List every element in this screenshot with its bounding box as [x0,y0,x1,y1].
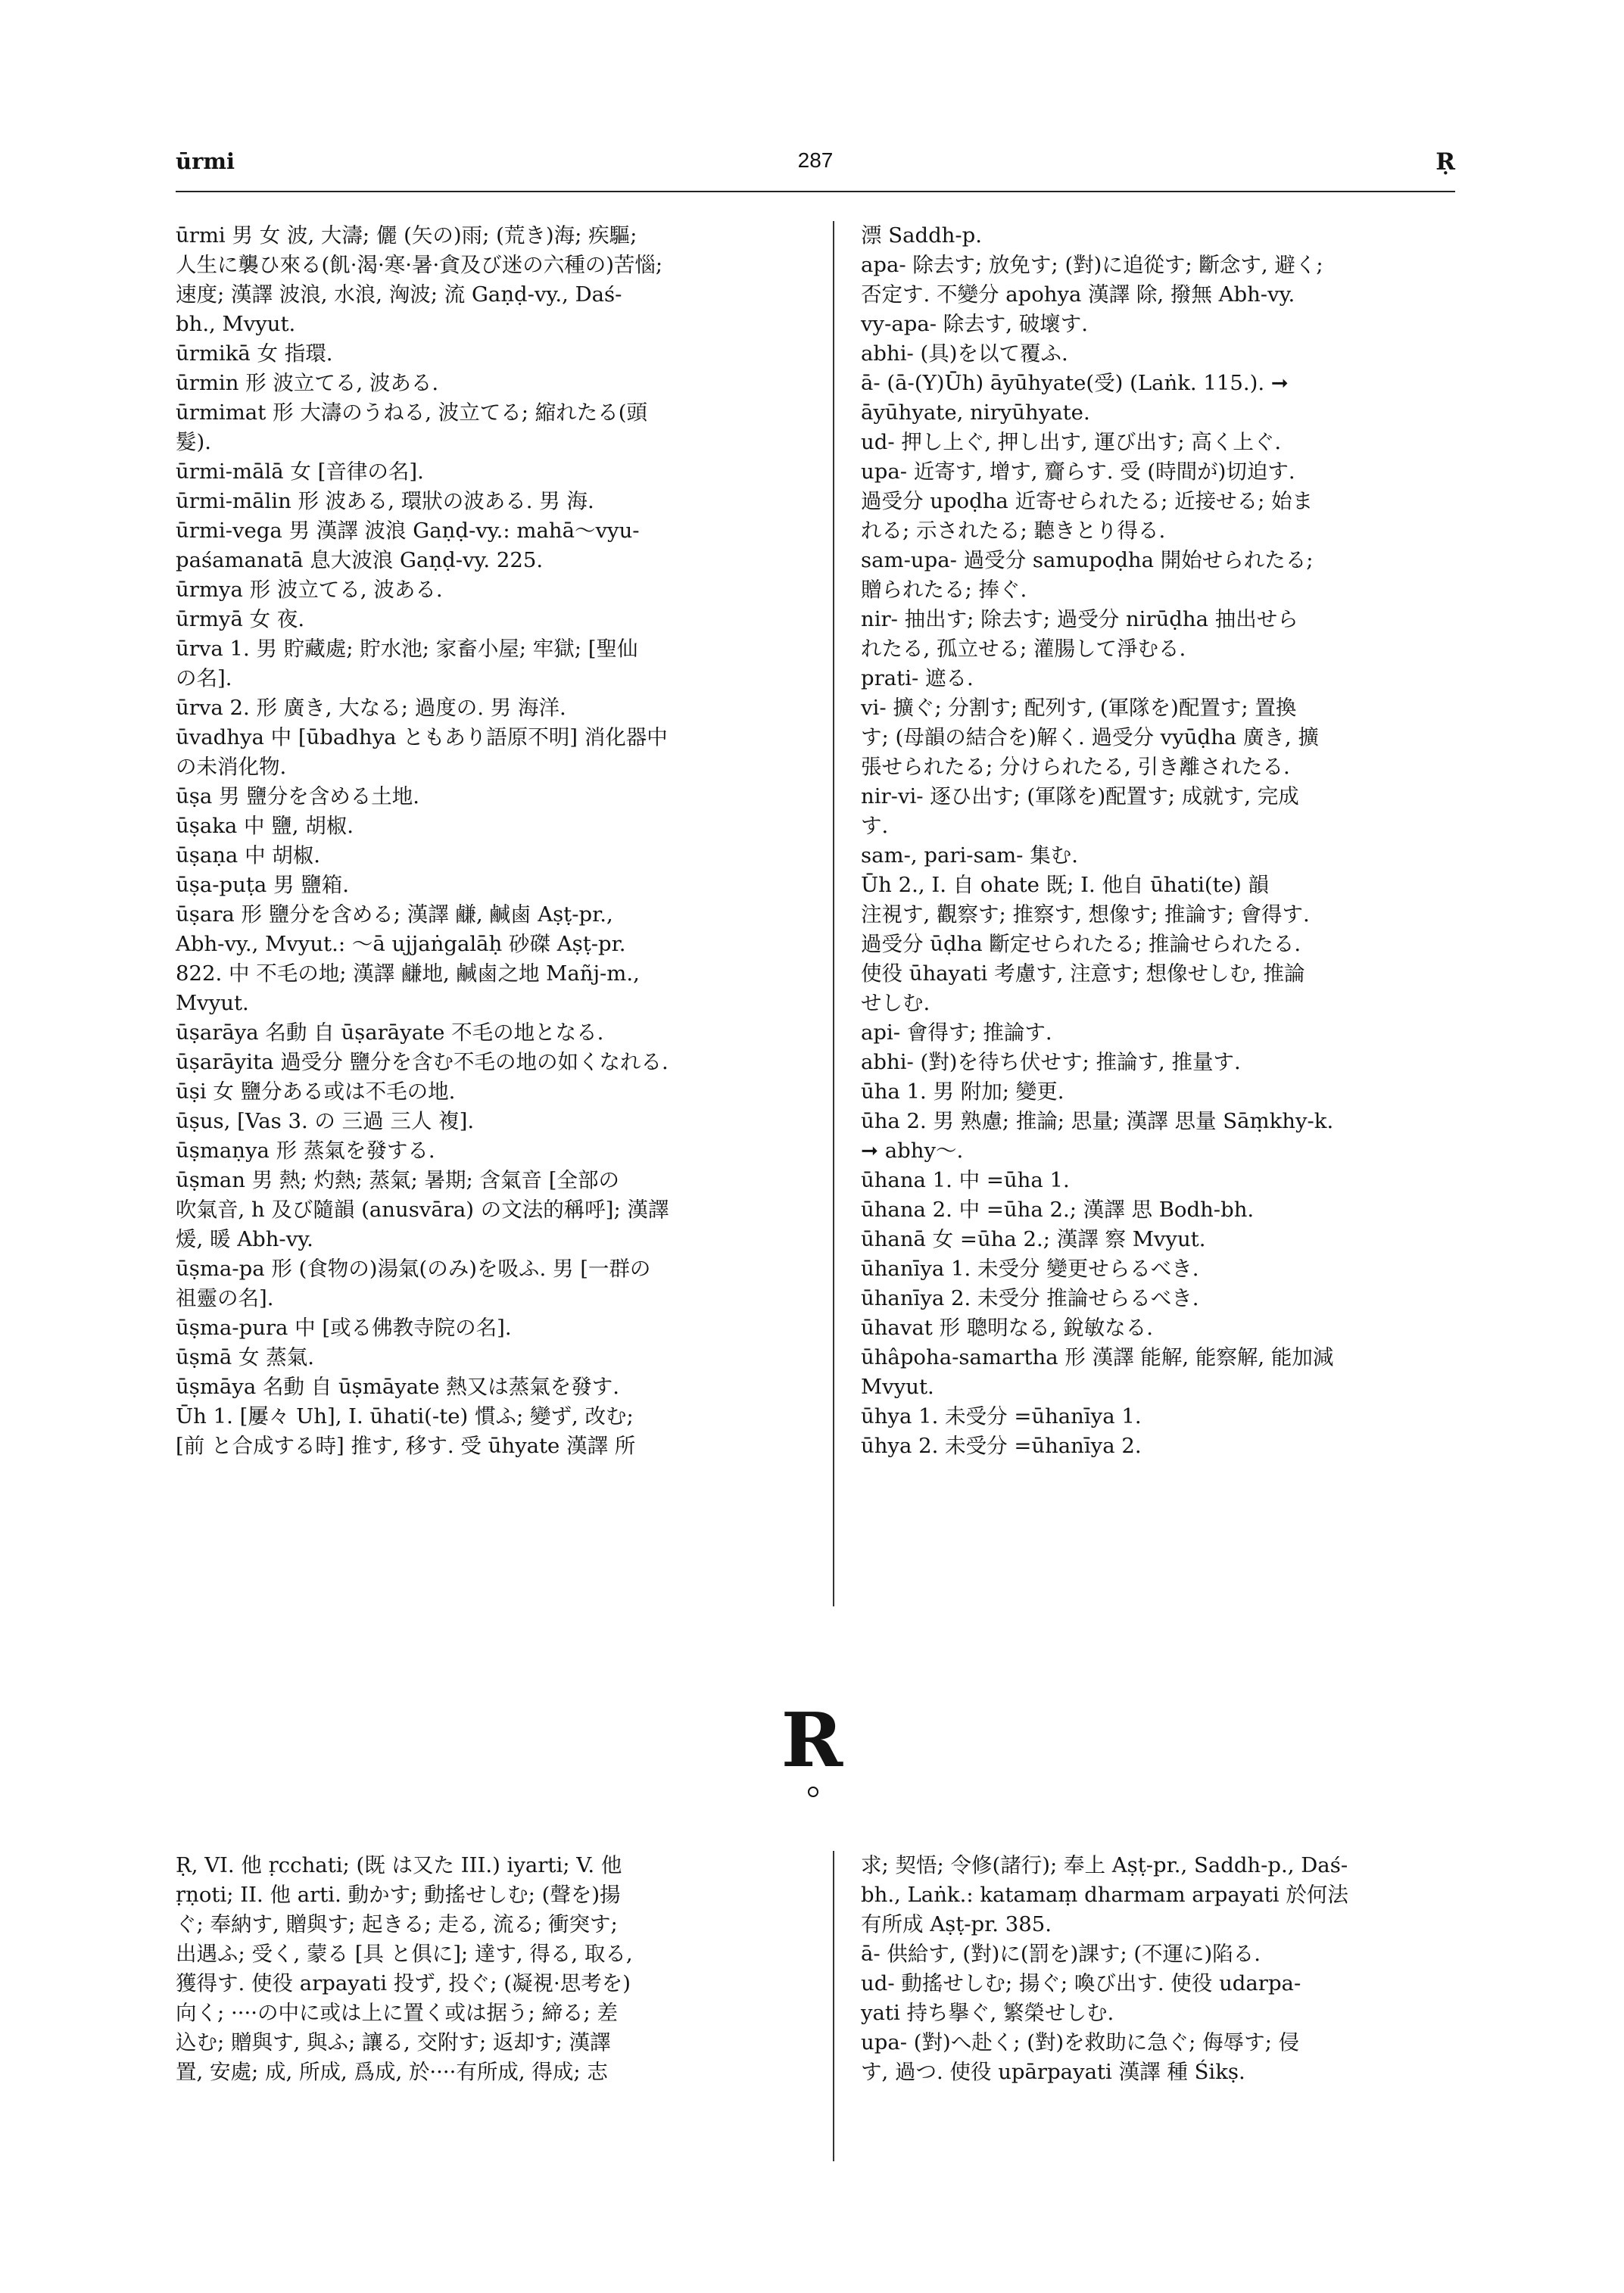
entry-line: の名]. [176,666,232,690]
entry-line: ūrmi-vega 男 漢譯 波浪 Gaṇḍ-vy.: mahā〜vyu- [176,519,640,543]
entry-line: api- 會得す; 推論す. [861,1020,1052,1045]
entry-line: ūṣara 形 鹽分を含める; 漢譯 鹻, 鹹鹵 Aṣṭ-pr., [176,902,613,927]
section-letter-diacritic [808,1787,818,1797]
entry-line: ūrmin 形 波立てる, 波ある. [176,371,439,395]
entry-line: ぐ; 奉納す, 贈與す; 起きる; 走る, 流る; 衝突す; [176,1912,618,1936]
page-number: 287 [797,148,834,172]
entry-line: ūṣma-pa 形 (食物の)湯氣(のみ)を吸ふ. 男 [一群の [176,1257,651,1281]
entry-line: 注視す, 觀察す; 推察す, 想像す; 推論す; 會得す. [861,902,1310,927]
entry-line: ūṣaṇa 中 胡椒. [176,843,321,868]
entry-line: ūrmi 男 女 波, 大濤; 儷 (矢の)雨; (荒き)海; 疾驅; [176,223,637,248]
entry-line: ūrva 2. 形 廣き, 大なる; 過度の. 男 海洋. [176,696,566,720]
entry-line: ūhya 2. 未受分 =ūhanīya 2. [861,1434,1142,1458]
entry-line: ud- 動搖せしむ; 揚ぐ; 喚び出す. 使役 udarpa- [861,1971,1301,1995]
entry-line: ūṣus, [Vas 3. の 三過 三人 複]. [176,1109,475,1133]
entry-line: 贈られたる; 捧ぐ. [861,578,1027,602]
entry-line: abhi- (具)を以て覆ふ. [861,341,1068,366]
entry-line: 張せられたる; 分けられたる, 引き離されたる. [861,755,1290,779]
entry-line: ➞ abhy〜. [861,1139,964,1163]
entry-line: upa- 近寄す, 增す, 齎らす. 受 (時間が)切迫す. [861,460,1295,484]
entry-line: ūṣmaṇya 形 蒸氣を發する. [176,1139,435,1163]
entry-line: 祖靈の名]. [176,1286,274,1310]
header-rule [176,191,1455,192]
entry-line: ūṣma-pura 中 [或る佛教寺院の名]. [176,1316,512,1340]
entry-line: Ṛ, VI. 他 ṛcchati; (既 は又た III.) iyarti; V. 他 [176,1853,622,1877]
entry-line: ūrmimat 形 大濤のうねる, 波立てる; 縮れたる(頭 [176,400,647,425]
entry-line: ūrmyā 女 夜. [176,607,305,631]
entry-line: abhi- (對)を待ち伏せす; 推論す, 推量す. [861,1050,1241,1074]
section-letter: R [781,1697,843,1784]
entry-line: Ūh 1. [屢々 Uh], I. ūhati(-te) 慣ふ; 變ず, 改む; [176,1404,634,1428]
entry-line: ūrmikā 女 指環. [176,341,333,366]
entry-line: bh., Laṅk.: katamaṃ dharmam arpayati 於何法 [861,1883,1348,1907]
lower-left-column [176,1851,804,2087]
entry-line: ā- (ā-(Y)Ūh) āyūhyate(受) (Laṅk. 115.). ➞ [861,371,1289,395]
lower-column-divider [833,1851,834,2161]
entry-line: ūṣmā 女 蒸氣. [176,1345,315,1369]
entry-line: ud- 押し上ぐ, 押し出す, 運び出す; 高く上ぐ. [861,430,1282,454]
entry-line: 込む; 贈與す, 與ふ; 讓る, 交附す; 返却す; 漢譯 [176,2030,611,2055]
right-column [861,221,1455,1461]
left-column [176,221,804,1461]
entry-line: 煖, 暖 Abh-vy. [176,1227,313,1251]
entry-line: ūṣman 男 熱; 灼熱; 蒸氣; 暑期; 含氣音 [全部の [176,1168,619,1192]
entry-line: Mvyut. [861,1375,934,1399]
entry-line: ūhya 1. 未受分 =ūhanīya 1. [861,1404,1142,1428]
entry-line: ūhavat 形 聰明なる, 銳敏なる. [861,1316,1154,1340]
entry-line: す. [861,814,889,838]
entry-line: 出遇ふ; 受く, 蒙る [具 と俱に]; 達す, 得る, 取る, [176,1942,633,1966]
entry-line: prati- 遮る. [861,666,974,690]
entry-line: yati 持ち擧ぐ, 繁榮せしむ. [861,2001,1114,2025]
entry-line: ūhana 2. 中 =ūha 2.; 漢譯 思 Bodh-bh. [861,1198,1255,1222]
entry-line: れる; 示されたる; 聽きとり得る. [861,519,1166,543]
lower-right-column [861,1851,1455,2087]
entry-line: Mvyut. [176,991,249,1015]
entry-line: 過受分 upoḍha 近寄せられたる; 近接せる; 始ま [861,489,1314,513]
entry-line: ūha 1. 男 附加; 變更. [861,1080,1064,1104]
entry-line: す; (母韻の結合を)解く. 過受分 vyūḍha 廣き, 擴 [861,725,1319,749]
entry-line: の未消化物. [176,755,287,779]
entry-line: āyūhyate, niryūhyate. [861,400,1090,425]
entry-line: 否定す. 不變分 apohya 漢譯 除, 撥無 Abh-vy. [861,282,1295,307]
entry-line: 求; 契悟; 令修(諸行); 奉上 Aṣṭ-pr., Saddh-p., Daś- [861,1853,1348,1877]
entry-line: ṛṇoti; II. 他 arti. 動かす; 動搖せしむ; (聲を)揚 [176,1883,621,1907]
entry-line: 使役 ūhayati 考慮す, 注意す; 想像せしむ, 推論 [861,961,1305,986]
entry-line: す, 過つ. 使役 upārpayati 漢譯 種 Śikṣ. [861,2060,1245,2084]
entry-line: せしむ. [861,991,930,1015]
entry-line: sam-, pari-sam- 集む. [861,843,1078,868]
entry-line: upa- (對)へ赴く; (對)を救助に急ぐ; 侮辱す; 侵 [861,2030,1300,2055]
entry-line: Abh-vy., Mvyut.: 〜ā ujjaṅgalāḥ 砂磔 Aṣṭ-pr. [176,932,626,956]
entry-line: 822. 中 不毛の地; 漢譯 鹻地, 鹹鹵之地 Mañj-m., [176,961,640,986]
entry-line: ūrmi-mālā 女 [音律の名]. [176,460,424,484]
entry-line: ūrmi-mālin 形 波ある, 環狀の波ある. 男 海. [176,489,594,513]
entry-line: れたる, 孤立せる; 灌腸して淨むる. [861,637,1186,661]
entry-line: ā- 供給す, (對)に(罰を)課す; (不運に)陷る. [861,1942,1261,1966]
entry-line: apa- 除去す; 放免す; (對)に追從す; 斷念す, 避く; [861,253,1323,277]
entry-line: vy-apa- 除去す, 破壞す. [861,312,1089,336]
entry-line: ūhanīya 2. 未受分 推論せらるべき. [861,1286,1199,1310]
column-divider [833,221,834,1606]
running-header [176,148,1455,186]
entry-line: 置, 安處; 成, 所成, 爲成, 於····有所成, 得成; 志 [176,2060,608,2084]
entry-line: Ūh 2., I. 自 ohate 既; I. 他自 ūhati(te) 韻 [861,873,1269,897]
header-guide-word-right: Ṛ [1435,148,1455,176]
entry-line: vi- 擴ぐ; 分割す; 配列す, (軍隊を)配置す; 置換 [861,696,1297,720]
entry-line: sam-upa- 過受分 samupoḍha 開始せられたる; [861,548,1314,572]
entry-line: 過受分 ūḍha 斷定せられたる; 推論せられたる. [861,932,1301,956]
entry-line: 髮). [176,430,211,454]
entry-line: ūha 2. 男 熟慮; 推論; 思量; 漢譯 思量 Sāṃkhy-k. [861,1109,1334,1133]
entry-line: ūhâpoha-samartha 形 漢譯 能解, 能察解, 能加減 [861,1345,1334,1369]
entry-line: ūṣa 男 鹽分を含める土地. [176,784,419,808]
entry-line: ūṣarāya 名動 自 ūṣarāyate 不毛の地となる. [176,1020,604,1045]
entry-line: 獲得す. 使役 arpayati 投ず, 投ぐ; (凝視·思考を) [176,1971,631,1995]
entry-line: 速度; 漢譯 波浪, 水浪, 洶波; 流 Gaṇḍ-vy., Daś- [176,282,622,307]
entry-line: 吹氣音, h 及び隨韻 (anusvāra) の文法的稱呼]; 漢譯 [176,1198,669,1222]
entry-line: ūṣaka 中 鹽, 胡椒. [176,814,354,838]
entry-line: 人生に襲ひ來る(飢·渴·寒·暑·貪及び迷の六種の)苦惱; [176,253,663,277]
entry-line: ūṣa-puṭa 男 鹽箱. [176,873,349,897]
entry-line: nir- 抽出す; 除去す; 過受分 nirūḍha 抽出せら [861,607,1298,631]
entry-line: 有所成 Aṣṭ-pr. 385. [861,1912,1052,1936]
entry-line: ūhanīya 1. 未受分 變更せらるべき. [861,1257,1199,1281]
entry-line: 向く; ····の中に或は上に置く或は据う; 締る; 差 [176,2001,618,2025]
entry-line: ūhana 1. 中 =ūha 1. [861,1168,1070,1192]
entry-line: ūhanā 女 =ūha 2.; 漢譯 察 Mvyut. [861,1227,1206,1251]
entry-line: ūṣarāyita 過受分 鹽分を含む不毛の地の如くなれる. [176,1050,669,1074]
entry-line: 漂 Saddh-p. [861,223,983,248]
entry-line: bh., Mvyut. [176,312,296,336]
entry-line: ūṣi 女 鹽分ある或は不毛の地. [176,1080,456,1104]
entry-line: [前 と合成する時] 推す, 移す. 受 ūhyate 漢譯 所 [176,1434,636,1458]
entry-line: nir-vi- 逐ひ出す; (軍隊を)配置す; 成就す, 完成 [861,784,1299,808]
entry-line: ūṣmāya 名動 自 ūṣmāyate 熱又は蒸氣を發す. [176,1375,619,1399]
entry-line: ūrva 1. 男 貯藏處; 貯水池; 家畜小屋; 牢獄; [聖仙 [176,637,638,661]
entry-line: ūrmya 形 波立てる, 波ある. [176,578,443,602]
entry-line: paśamanatā 息大波浪 Gaṇḍ-vy. 225. [176,548,544,572]
entry-line: ūvadhya 中 [ūbadhya ともあり語原不明] 消化器中 [176,725,668,749]
header-guide-word-left: ūrmi [176,148,235,174]
